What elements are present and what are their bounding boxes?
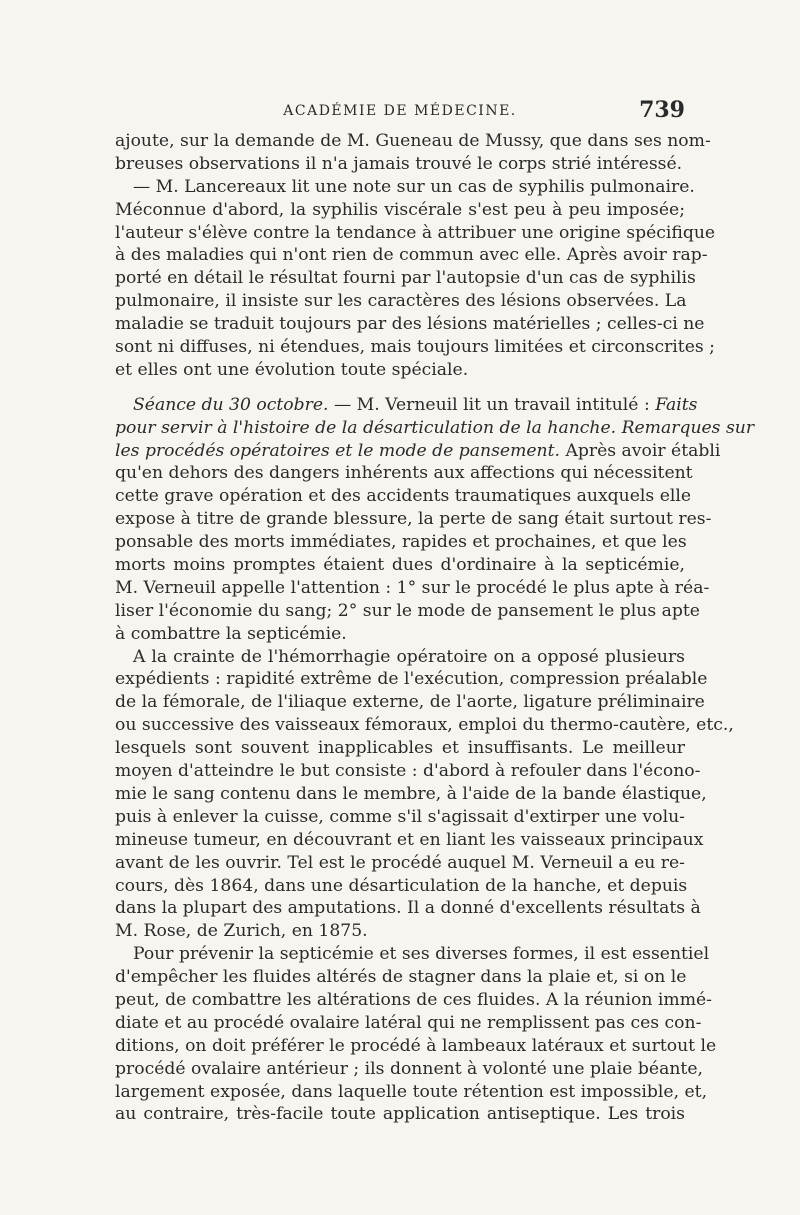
text-line: au contraire, très-facile toute application antiseptique. Les trois (115, 1104, 685, 1125)
page-header (115, 97, 685, 127)
text-line: morts moins promptes étaient dues d'ordinaire à la septicémie, (115, 555, 685, 576)
text-line: expédients : rapidité extrême de l'exécution, compression préalable (115, 669, 708, 690)
text-line: M. Rose, de Zurich, en 1875. (115, 921, 368, 942)
text-line (115, 417, 755, 440)
text-line: expose à titre de grande blessure, la perte de sang était surtout res- (115, 509, 712, 530)
text-line: maladie se traduit toujours par des lésions matérielles ; celles-ci ne (115, 314, 705, 335)
text-line: largement exposée, dans laquelle toute rétention est impossible, et, (115, 1081, 708, 1102)
page-number: 739 (639, 97, 685, 123)
text-line: A la crainte de l'hémorrhagie opératoire on a opposé plusieurs (133, 646, 685, 667)
text-line (115, 440, 721, 463)
text-line: pulmonaire, il insiste sur les caractères des lésions observées. La (115, 291, 687, 312)
work-title: Faits (655, 394, 698, 415)
text-line: breuses observations il n'a jamais trouvé le corps strié intéressé. (115, 153, 683, 174)
text-line: porté en détail le résultat fourni par l'autopsie d'un cas de syphilis (115, 268, 696, 289)
work-title: pour servir à l'histoire de la désarticulation de la hanche. Remarques sur (115, 417, 755, 438)
text-segment: — M. Verneuil lit un travail intitulé : (328, 394, 656, 415)
text-line: ajoute, sur la demande de M. Gueneau de Mussy, que dans ses nom- (115, 131, 711, 151)
paragraph-septicemie (115, 943, 717, 1126)
text-line: Méconnue d'abord, la syphilis viscérale s'est peu à peu imposée; (115, 199, 685, 220)
text-line: à combattre la septicémie. (115, 623, 347, 644)
text-line: à des maladies qui n'ont rien de commun avec elle. Après avoir rap- (115, 245, 708, 266)
text-line: avant de les ouvrir. Tel est le procédé auquel M. Verneuil a eu re- (115, 852, 685, 873)
text-line (115, 394, 698, 417)
text-line: — M. Lancereaux lit une note sur un cas de syphilis pulmonaire. (133, 176, 695, 197)
text-segment: Après avoir établi (560, 440, 721, 461)
text-line: lesquels sont souvent inapplicables et insuffisants. Le meilleur (115, 738, 685, 759)
text-line: liser l'économie du sang; 2° sur le mode de pansement le plus apte (115, 600, 700, 621)
text-line: Pour prévenir la septicémie et ses diverses formes, il est essentiel (133, 944, 710, 965)
paragraph-continuation (115, 130, 711, 176)
text-line: mie le sang contenu dans le membre, à l'aide de la bande élastique, (115, 783, 707, 804)
text-line: ponsable des morts immédiates, rapides et prochaines, et que les (115, 532, 687, 553)
text-line: ditions, on doit préférer le procédé à lambeaux latéraux et surtout le (115, 1035, 717, 1056)
text-line: peut, de combattre les altérations de ces fluides. A la réunion immé- (115, 989, 712, 1010)
seance-date: Séance du 30 octobre. (133, 394, 329, 415)
paragraph-lancereaux (115, 176, 716, 382)
paragraph-hemorrhagie (115, 646, 734, 944)
paragraph-seance (115, 394, 755, 646)
text-line: sont ni diffuses, ni étendues, mais toujours limitées et circonscrites ; (115, 337, 715, 358)
text-line: M. Verneuil appelle l'attention : 1° sur le procédé le plus apte à réa- (115, 577, 710, 598)
text-line: cours, dès 1864, dans une désarticulation de la hanche, et depuis (115, 875, 688, 896)
body-text (115, 130, 755, 1126)
text-line: procédé ovalaire antérieur ; ils donnent à volonté une plaie béante, (115, 1058, 703, 1079)
text-line: qu'en dehors des dangers inhérents aux affections qui nécessitent (115, 463, 693, 484)
text-line: et elles ont une évolution toute spéciale. (115, 359, 469, 380)
text-line: dans la plupart des amputations. Il a donné d'excellents résultats à (115, 898, 701, 919)
text-line: ou successive des vaisseaux fémoraux, emploi du thermo-cautère, etc., (115, 715, 734, 736)
text-line: l'auteur s'élève contre la tendance à attribuer une origine spécifique (115, 222, 716, 243)
text-line: cette grave opération et des accidents traumatiques auxquels elle (115, 486, 692, 507)
text-line: d'empêcher les fluides altérés de stagner dans la plaie et, si on le (115, 967, 687, 988)
text-line: diate et au procédé ovalaire latéral qui ne remplissent pas ces con- (115, 1012, 702, 1033)
work-title: les procédés opératoires et le mode de pansement. (115, 440, 560, 461)
text-line: de la fémorale, de l'iliaque externe, de l'aorte, ligature préliminaire (115, 692, 705, 713)
text-line: moyen d'atteindre le but consiste : d'abord à refouler dans l'écono- (115, 761, 701, 782)
running-title: ACADÉMIE DE MÉDECINE. (283, 103, 517, 119)
text-line: puis à enlever la cuisse, comme s'il s'agissait d'extirper une volu- (115, 806, 685, 827)
text-line: mineuse tumeur, en découvrant et en liant les vaisseaux principaux (115, 829, 704, 850)
